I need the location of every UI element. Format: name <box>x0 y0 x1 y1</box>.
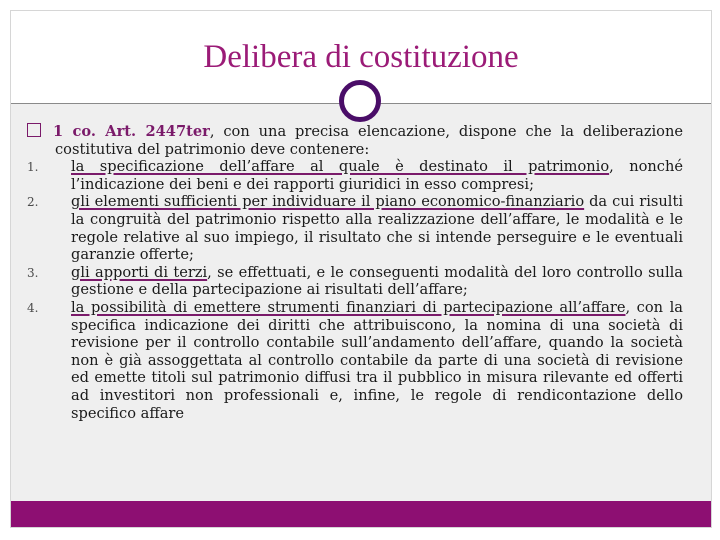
circle-ornament-icon <box>339 80 381 122</box>
list-number: 4. <box>27 300 39 315</box>
list-item <box>27 193 683 263</box>
underlined-phrase: la specificazione dell’affare al quale è destinato il patrimonio <box>71 158 610 176</box>
square-bullet-icon <box>27 123 41 137</box>
requirements-list <box>27 158 683 422</box>
list-number: 1. <box>27 160 39 175</box>
list-number: 3. <box>27 265 39 280</box>
slide-body <box>27 123 683 422</box>
list-item <box>27 299 683 422</box>
item-text: da cui risulti la congruità del patrimonio rispetto alla realizzazione dell’affare, le modalità e le regole relative al suo impiego, il risultato che si intende perseguire e le eventuali garanzie offerte; <box>71 193 684 264</box>
underlined-phrase: gli elementi sufficienti per individuare il piano economico-finanziario <box>71 193 585 211</box>
article-reference: 1 co. Art. 2447ter <box>53 123 210 140</box>
list-number: 2. <box>27 195 39 210</box>
list-item <box>27 158 683 193</box>
list-item <box>27 264 683 299</box>
item-text: , con la specifica indicazione dei diritti che attribuiscono, la nomina di una società di revisione per il controllo contabile sull’andamento dell’affare, quando la società non è già assoggettata al controllo contabile da parte di una società di revisione ed emette titoli sul patrimonio diffusi tra il pubblico in misura rilevante ed offerti ad investitori non professionali e, infine, le regole di rendicontazione dello specifico affare <box>71 298 683 422</box>
item-text: , se effettuati, e le conseguenti modalità del loro controllo sulla gestione e della partecipazione ai risultati dell’affare; <box>71 263 683 299</box>
bottom-accent-bar <box>11 501 711 527</box>
slide <box>10 10 712 528</box>
underlined-phrase: gli apporti di terzi <box>71 263 208 281</box>
underlined-phrase: la possibilità di emettere strumenti finanziari di partecipazione all’affare <box>71 298 626 316</box>
item-text: , nonché l’indicazione dei beni e dei rapporti giuridici in esso compresi; <box>71 158 683 193</box>
lead-text: , con una precisa elencazione, dispone che la deliberazione costitutiva del patrimonio deve contenere: <box>55 123 683 158</box>
slide-title: Delibera di costituzione <box>203 39 519 75</box>
lead-paragraph <box>27 123 683 158</box>
